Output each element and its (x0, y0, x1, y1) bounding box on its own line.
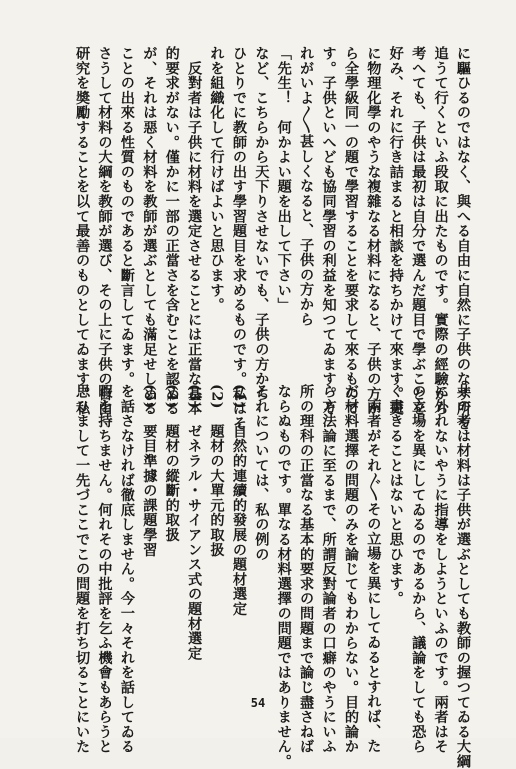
text-line: 「先生！ 何かよい題を出して下さい」 (275, 46, 292, 313)
text-line: 所の理科の正當なる基本的要求の問題まで論じ盡さねば (298, 384, 315, 754)
page-number: 54 (250, 696, 266, 710)
text-line: それについては、私の例の (253, 384, 270, 562)
text-line: 兩者がそれ〴〵その立場を異にしてゐるとすれば、た (365, 384, 382, 754)
text-line: など、こちらから天下りさせないでも、子供の方から (253, 46, 270, 402)
text-line: (4) 題材の縱斷的取扱 (163, 384, 180, 543)
text-line: が、それは惡く材料を教師が選ぶとしても滿足せしめる (141, 46, 158, 416)
text-line: の立場を異にしてゐるのであるから、議論をしても恐ら (410, 384, 427, 754)
text-line: れがいよ〳〵甚しくなると、子供の方から (298, 46, 315, 327)
text-line: さうして材料の大綱を教師が選び、その上に子供の自由 (96, 46, 113, 416)
text-line: す。子供といへども協同學習の利益を知つてゐます。そ (320, 46, 337, 416)
text-line: く盡きることはないと思ひます。 (387, 384, 404, 606)
text-line: 研究を奬勵することを以て最善のものとしてゐます。私 (74, 46, 91, 416)
text-line: ことの出來る性質のものであると斷言してゐます。 (118, 46, 135, 387)
text-line: れを組織化して行けばよいと思ひます。 (208, 46, 225, 313)
text-line: ならぬものです。單なる材料選擇の問題ではありません。 (275, 384, 292, 769)
text-line: (5) 要目準據の課題學習 (141, 384, 158, 558)
upper-text-block (34, 46, 474, 431)
text-line: (2) 題材の大單元的取扱 (208, 384, 225, 558)
text-line: に物理化學のやうな複雜なる材料になると、子供の方か (365, 46, 382, 416)
text-line: 追うて行くといふ段取に出たものです。實際の經驗から (432, 46, 449, 416)
text-line: (3) ゼネラル・サイアンス式の題材選定 (186, 384, 203, 661)
text-line: ら全學級同一の題で學習することを要求して來るもので (342, 46, 359, 416)
text-line: に驅ひるのではなく、與へる自由に自然に子供のなす所を (455, 46, 471, 431)
text-line: 思ひまして一先づここでこの問題を打ち切ることにいた (74, 384, 91, 754)
text-line: 反對者は子供に材料を選定させることには正當な基本 (186, 46, 203, 416)
text-line: (1) 自然的連續的發展の題材選定 (230, 384, 247, 617)
text-line: だ材料選擇の問題のみを論じてもわからない。目的論か (342, 384, 359, 754)
text-line: 共の考は材料は子供が選ぶとしても教師の握つてゐる大綱 (455, 384, 471, 769)
text-line: 好み、それに行き詰まると相談を持ちかけて來ます。更 (387, 46, 404, 416)
text-line: 考へても、子供は最初は自分で選んだ題目で學ぶことを (410, 46, 427, 416)
text-line: を話さなければ徹底しません。今一々それを話してゐる (118, 384, 135, 754)
text-line: ら方法論に至るまで、所謂反對論者の口癖のやうにいふ (320, 384, 337, 754)
text-line: 暇を持ちません。何れその中批評を乞ふ機會もあらうと (96, 384, 113, 754)
text-line: に外れないやうに指導をしようといふのです。兩者はそ (432, 384, 449, 754)
text-line: 的要求がない。僅かに一部の正當さを含むことを認める (163, 46, 180, 416)
text-line: ひとりでに教師の出す學習題目を求めるものです。私はそ (230, 46, 247, 431)
